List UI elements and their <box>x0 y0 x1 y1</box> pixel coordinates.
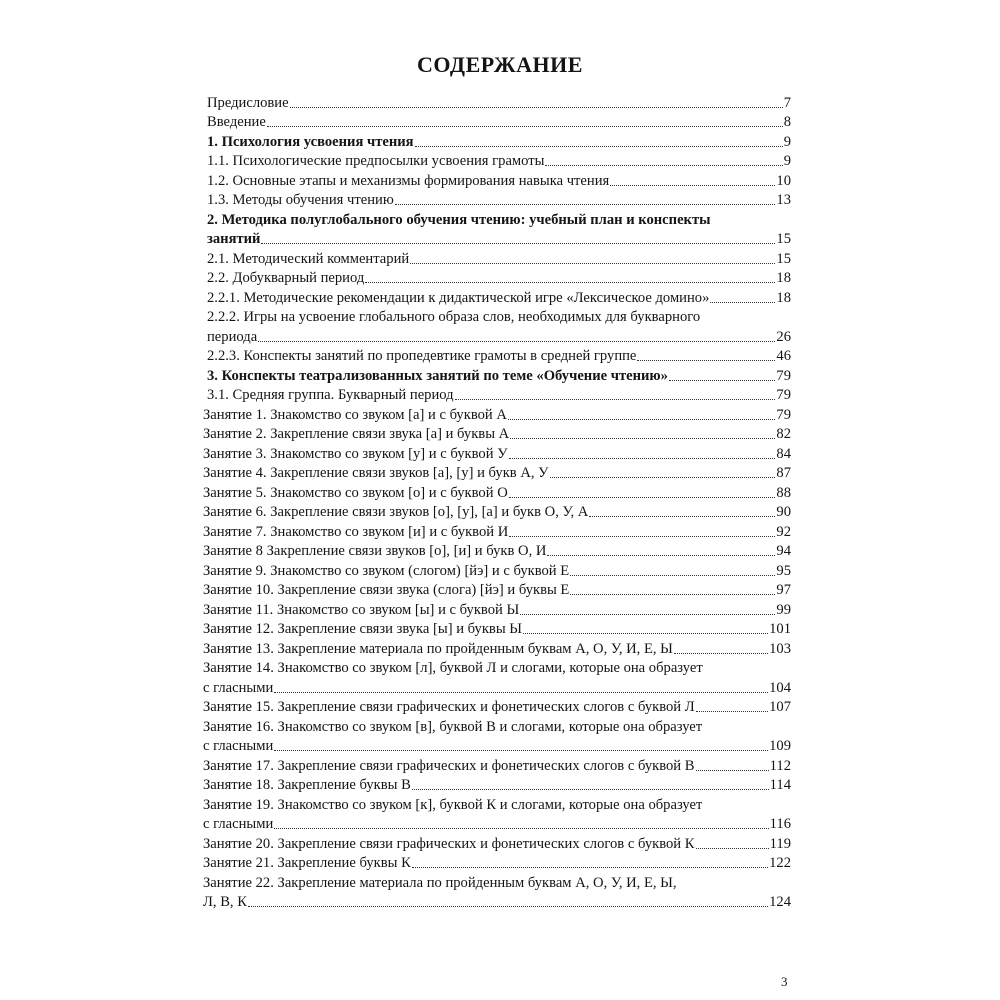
toc-entry: Занятие 16. Знакомство со звуком [в], буквой В и слогами, которые она образует <box>203 718 703 735</box>
toc-page-number: 84 <box>776 445 791 462</box>
toc-page-number: 112 <box>769 757 791 774</box>
toc-page-number: 15 <box>776 231 791 247</box>
toc-page-number: 119 <box>769 835 791 852</box>
toc-entry: 2.2.2. Игры на усвоение глобального образа слов, необходимых для букварного <box>207 309 701 325</box>
toc-entry: Занятие 11. Знакомство со звуком [ы] и с буквой Ы 99 <box>203 601 791 618</box>
dot-leader <box>508 419 775 420</box>
dot-leader <box>509 536 775 537</box>
toc-entry: 1.3. Методы обучения чтению 13 <box>207 192 791 208</box>
toc-entry: Занятие 22. Закрепление материала по пройденным буквам А, О, У, И, Е, Ы, <box>203 874 677 891</box>
toc-entry: Занятие 9. Знакомство со звуком (слогом) [йэ] и с буквой Е 95 <box>203 562 791 579</box>
toc-page-number: 95 <box>776 562 791 579</box>
toc-section-heading: 3. Конспекты театрализованных занятий по теме «Обучение чтению» 79 <box>207 367 791 384</box>
toc-page-number: 109 <box>769 738 791 754</box>
dot-leader <box>415 146 783 147</box>
dot-leader <box>696 711 768 712</box>
toc-page-number: 122 <box>769 855 791 871</box>
toc-page-number: 26 <box>776 328 791 345</box>
dot-leader <box>550 477 776 478</box>
toc-entry: Занятие 5. Знакомство со звуком [о] и с буквой О 88 <box>203 484 791 501</box>
toc-entry: Занятие 3. Знакомство со звуком [у] и с буквой У 84 <box>203 445 791 462</box>
toc-page-number: 79 <box>776 387 791 403</box>
toc-page-number: 88 <box>776 484 791 501</box>
toc-entry: Занятие 21. Закрепление буквы К 122 <box>203 855 791 871</box>
toc-page-number: 114 <box>769 777 791 793</box>
toc-entry: Занятие 20. Закрепление связи графических и фонетических слогов с буквой К 119 <box>203 835 791 852</box>
dot-leader <box>274 750 768 751</box>
toc-entry: 1.2. Основные этапы и механизмы формирования навыка чтения 10 <box>207 172 791 189</box>
toc-page-number: 87 <box>776 465 791 481</box>
toc-entry: 2.2.1. Методические рекомендации к дидактической игре «Лексическое домино» 18 <box>207 289 791 306</box>
toc-page-number: 97 <box>776 582 791 598</box>
toc-page-number: 9 <box>783 153 791 169</box>
toc-page-number: 10 <box>776 172 791 189</box>
dot-leader <box>412 867 768 868</box>
toc-page-number: 99 <box>776 601 791 618</box>
toc-page-number: 79 <box>776 406 791 423</box>
toc-entry: с гласными 109 <box>203 738 791 754</box>
toc-entry: Предисловие 7 <box>207 94 791 111</box>
dot-leader <box>261 243 775 244</box>
dot-leader <box>509 497 776 498</box>
dot-leader <box>365 282 775 283</box>
toc-entry: периода 26 <box>207 328 791 345</box>
toc-entry: Занятие 7. Знакомство со звуком [и] и с буквой И 92 <box>203 523 791 540</box>
toc-entry: Занятие 8 Закрепление связи звуков [о], [и] и букв О, И 94 <box>203 543 791 559</box>
table-of-contents <box>203 92 791 911</box>
toc-entry: 2.2.3. Конспекты занятий по пропедевтике грамоты в средней группе 46 <box>207 348 791 364</box>
page-title: СОДЕРЖАНИЕ <box>417 52 583 77</box>
dot-leader <box>674 653 768 654</box>
toc-entry: Занятие 19. Знакомство со звуком [к], буквой К и слогами, которые она образует <box>203 796 703 813</box>
toc-section-heading: 2. Методика полуглобального обучения чтению: учебный план и конспекты <box>207 211 711 228</box>
toc-entry: 1.1. Психологические предпосылки усвоения грамоты 9 <box>207 153 791 169</box>
toc-page-number: 103 <box>769 640 791 657</box>
toc-entry: Занятие 10. Закрепление связи звука (слога) [йэ] и буквы Е 97 <box>203 582 791 598</box>
dot-leader <box>509 458 776 459</box>
toc-page-number: 101 <box>769 621 791 637</box>
page-number: 3 <box>781 974 788 989</box>
toc-page-number: 104 <box>769 679 791 696</box>
toc-entry: Занятие 1. Знакомство со звуком [а] и с буквой А 79 <box>203 406 791 423</box>
dot-leader <box>523 633 768 634</box>
toc-page-number: 15 <box>776 250 791 267</box>
dot-leader <box>696 770 769 771</box>
dot-leader <box>710 302 775 303</box>
toc-entry: Введение 8 <box>207 114 791 130</box>
toc-entry: Занятие 18. Закрепление буквы В 114 <box>203 777 791 793</box>
dot-leader <box>589 516 775 517</box>
dot-leader <box>637 360 775 361</box>
dot-leader <box>520 614 775 615</box>
dot-leader <box>274 692 768 693</box>
toc-page-number: 13 <box>776 192 791 208</box>
toc-entry: с гласными 104 <box>203 679 791 696</box>
dot-leader <box>410 263 775 264</box>
toc-entry: Занятие 15. Закрепление связи графических и фонетических слогов с буквой Л 107 <box>203 699 791 715</box>
dot-leader <box>510 438 775 439</box>
toc-page-number: 8 <box>783 114 791 130</box>
dot-leader <box>547 555 775 556</box>
dot-leader <box>412 789 769 790</box>
toc-entry: Занятие 6. Закрепление связи звуков [о], [у], [а] и букв О, У, А 90 <box>203 504 791 520</box>
dot-leader <box>669 380 776 381</box>
toc-section-heading: занятий 15 <box>207 231 791 247</box>
dot-leader <box>290 107 783 108</box>
dot-leader <box>274 828 768 829</box>
toc-page-number: 46 <box>776 348 791 364</box>
toc-page-number: 18 <box>776 270 791 286</box>
dot-leader <box>258 341 775 342</box>
toc-page-number: 82 <box>776 426 791 442</box>
toc-section-heading: 1. Психология усвоения чтения 9 <box>207 133 791 150</box>
dot-leader <box>570 575 775 576</box>
toc-entry: 3.1. Средняя группа. Букварный период 79 <box>207 387 791 403</box>
toc-entry: Занятие 14. Знакомство со звуком [л], буквой Л и слогами, которые она образует <box>203 660 703 676</box>
dot-leader <box>455 399 776 400</box>
dot-leader <box>395 204 776 205</box>
toc-entry: Занятие 4. Закрепление связи звуков [а], [у] и букв А, У 87 <box>203 465 791 481</box>
toc-page-number: 94 <box>776 543 791 559</box>
toc-page-number: 107 <box>769 699 791 715</box>
toc-page-number: 7 <box>783 94 791 111</box>
toc-page-number: 124 <box>769 894 791 910</box>
toc-entry: Занятие 12. Закрепление связи звука [ы] и буквы Ы 101 <box>203 621 791 637</box>
dot-leader <box>570 594 775 595</box>
toc-entry: 2.2. Добукварный период 18 <box>207 270 791 286</box>
toc-entry: Занятие 13. Закрепление материала по пройденным буквам А, О, У, И, Е, Ы 103 <box>203 640 791 657</box>
dot-leader <box>267 126 783 127</box>
toc-entry: 2.1. Методический комментарий 15 <box>207 250 791 267</box>
toc-entry: Л, В, К 124 <box>203 894 791 910</box>
toc-page-number: 18 <box>776 289 791 306</box>
toc-page-number: 116 <box>769 816 791 832</box>
toc-page-number: 90 <box>776 504 791 520</box>
toc-page-number: 9 <box>783 133 791 150</box>
toc-entry: Занятие 2. Закрепление связи звука [а] и буквы А 82 <box>203 426 791 442</box>
toc-entry: Занятие 17. Закрепление связи графических и фонетических слогов с буквой В 112 <box>203 757 791 774</box>
dot-leader <box>696 848 769 849</box>
toc-page-number: 92 <box>776 523 791 540</box>
dot-leader <box>248 906 768 907</box>
dot-leader <box>610 185 775 186</box>
toc-entry: с гласными 116 <box>203 816 791 832</box>
toc-page-number: 79 <box>776 367 791 384</box>
dot-leader <box>545 165 782 166</box>
